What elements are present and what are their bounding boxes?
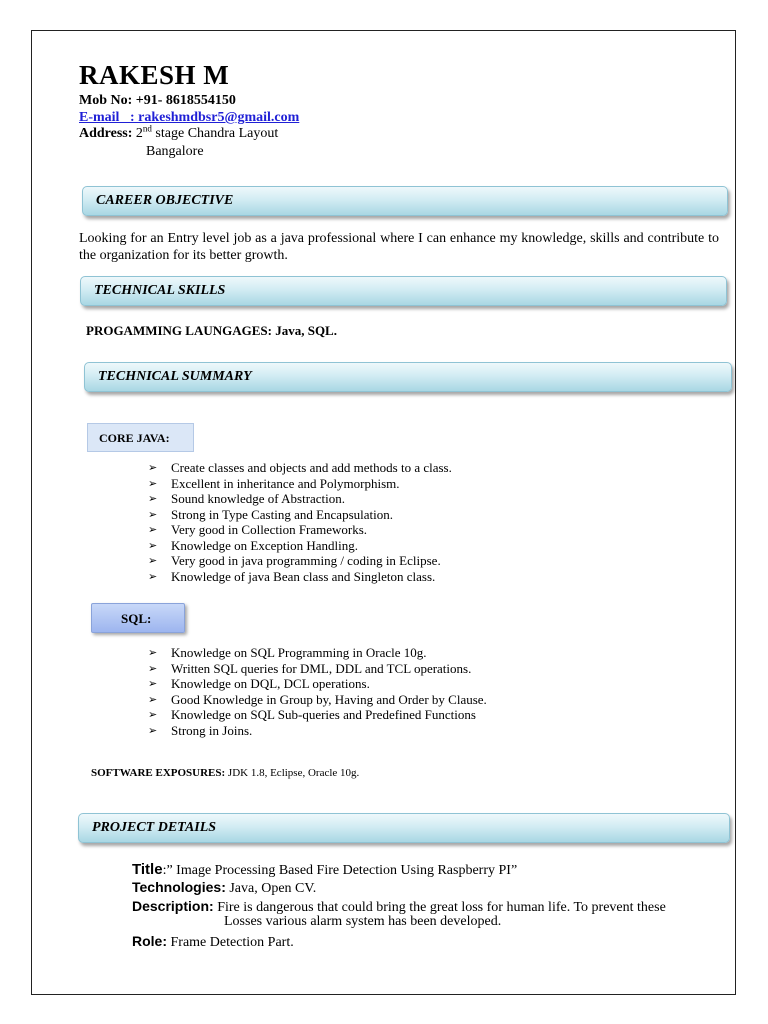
programming-languages: PROGAMMING LAUNGAGES: Java, SQL.	[86, 323, 337, 338]
address-line-1	[79, 123, 279, 142]
list-item: ➢ Written SQL queries for DML, DDL and TCL operations.	[148, 661, 487, 677]
technical-summary-title: TECHNICAL SUMMARY	[98, 369, 252, 384]
list-item: ➢ Good Knowledge in Group by, Having and Order by Clause.	[148, 692, 487, 708]
career-objective-title: CAREER OBJECTIVE	[96, 193, 234, 208]
list-item: ➢ Sound knowledge of Abstraction.	[148, 491, 452, 507]
address-number: 2	[132, 126, 143, 141]
list-item: ➢ Create classes and objects and add methods to a class.	[148, 460, 452, 476]
list-item: ➢ Knowledge of java Bean class and Singleton class.	[148, 569, 452, 585]
project-technologies	[132, 879, 316, 897]
core-java-heading: CORE JAVA:	[99, 431, 170, 445]
project-desc-value: Fire is dangerous that could bring the great loss for human life. To prevent these	[213, 900, 666, 915]
list-item: ➢ Very good in java programming / coding in Eclipse.	[148, 553, 452, 569]
project-details-title: PROJECT DETAILS	[92, 820, 217, 835]
list-item: ➢ Strong in Joins.	[148, 723, 487, 739]
list-item: ➢ Excellent in inheritance and Polymorphism.	[148, 476, 452, 492]
project-desc-label: Description:	[132, 898, 214, 914]
address-street: stage Chandra Layout	[151, 126, 279, 141]
list-item: ➢ Knowledge on Exception Handling.	[148, 538, 452, 554]
software-exposures	[91, 767, 359, 779]
address-label: Address:	[79, 126, 133, 141]
core-java-list	[148, 460, 452, 584]
project-title	[132, 861, 517, 879]
technical-summary-header	[84, 362, 732, 392]
project-role-label: Role:	[132, 933, 167, 949]
project-role	[132, 933, 294, 951]
address-line-2: Bangalore	[146, 144, 204, 159]
software-exposures-label: SOFTWARE EXPOSURES:	[91, 767, 226, 779]
list-item: ➢ Knowledge on DQL, DCL operations.	[148, 676, 487, 692]
project-title-label: Title	[132, 861, 163, 878]
project-title-value: :” Image Processing Based Fire Detection Using Raspberry PI”	[162, 863, 518, 878]
email-link[interactable]: E-mail : rakeshmdbsr5@gmail.com	[79, 110, 300, 125]
project-role-value: Frame Detection Part.	[167, 935, 294, 950]
list-item: ➢ Strong in Type Casting and Encapsulation.	[148, 507, 452, 523]
list-item: ➢ Very good in Collection Frameworks.	[148, 522, 452, 538]
core-java-label-box	[87, 423, 194, 452]
sql-heading: SQL:	[121, 611, 152, 626]
technical-skills-title: TECHNICAL SKILLS	[94, 283, 226, 298]
project-description-continued: Losses various alarm system has been developed.	[224, 914, 502, 929]
list-item: ➢ Knowledge on SQL Programming in Oracle 10g.	[148, 645, 487, 661]
project-tech-label: Technologies:	[132, 879, 226, 895]
project-tech-value: Java, Open CV.	[225, 881, 317, 896]
mobile-number: Mob No: +91- 8618554150	[79, 93, 236, 108]
software-exposures-value: JDK 1.8, Eclipse, Oracle 10g.	[225, 767, 360, 779]
address-ordinal: nd	[142, 123, 152, 134]
sql-label-box	[91, 603, 185, 633]
technical-skills-header	[80, 276, 727, 306]
career-objective-header	[82, 186, 728, 216]
sql-list	[148, 645, 487, 738]
list-item: ➢ Knowledge on SQL Sub-queries and Predefined Functions	[148, 707, 487, 723]
candidate-name: RAKESH M	[79, 60, 230, 90]
career-objective-text: Looking for an Entry level job as a java professional where I can enhance my knowledge, skills and contribute to the organization for its better growth.	[79, 231, 719, 263]
project-details-header	[78, 813, 730, 843]
